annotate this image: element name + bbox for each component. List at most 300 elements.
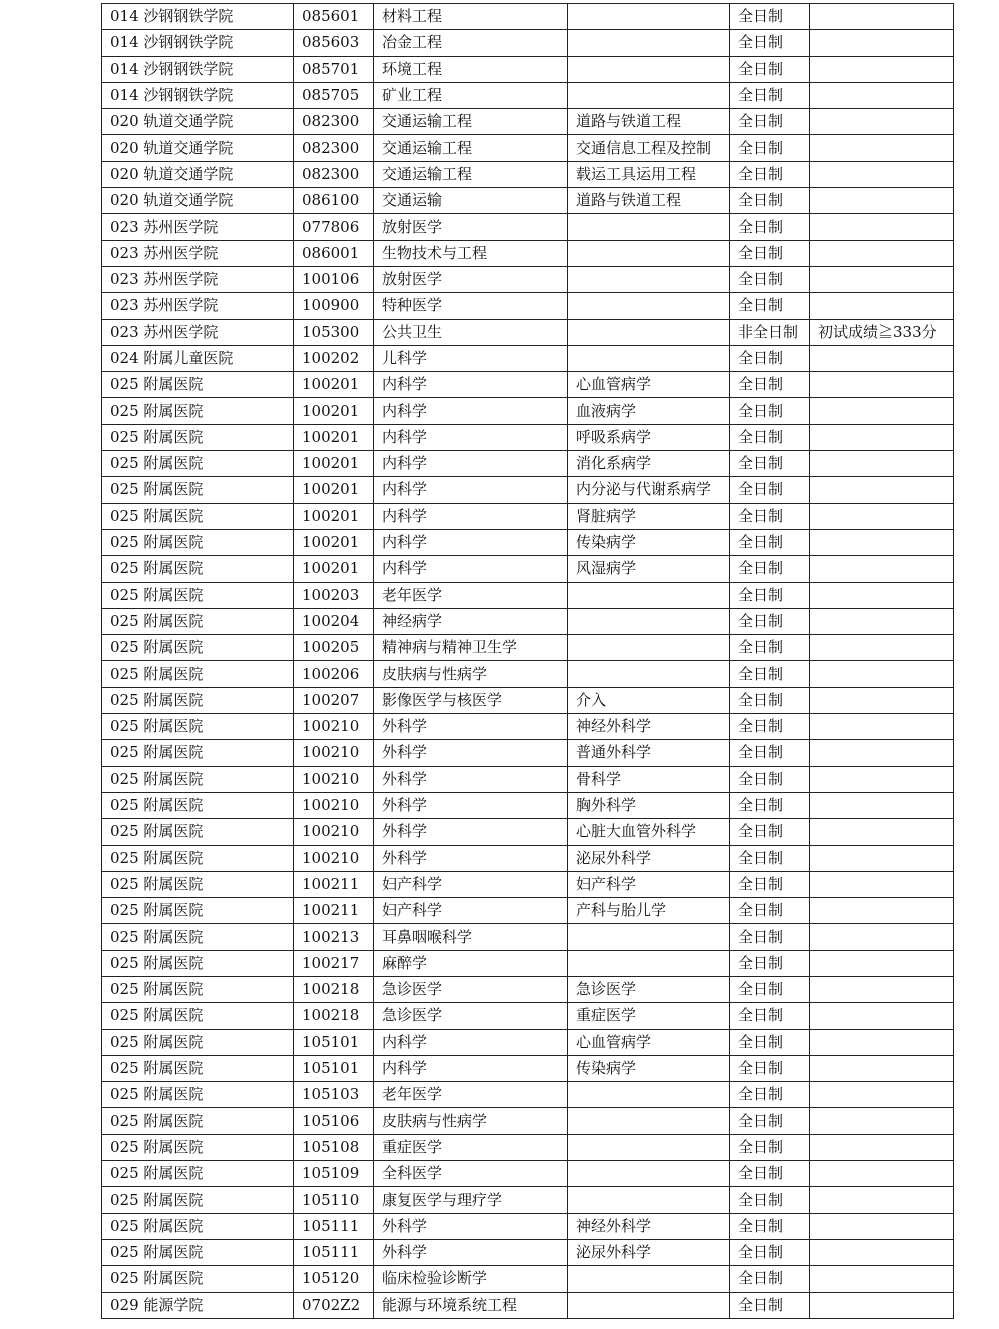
direction-cell: 普通外科学 xyxy=(568,740,730,766)
table-row xyxy=(102,976,954,1002)
major-cell: 全科医学 xyxy=(374,1161,568,1187)
study-mode-cell: 全日制 xyxy=(730,1134,810,1160)
note-cell: 初试成绩≧333分 xyxy=(810,319,954,345)
major-cell: 妇产科学 xyxy=(374,871,568,897)
study-mode-cell: 全日制 xyxy=(730,214,810,240)
study-mode-cell: 全日制 xyxy=(730,792,810,818)
table-row xyxy=(102,1266,954,1292)
direction-cell xyxy=(568,582,730,608)
code-cell: 100201 xyxy=(294,503,374,529)
major-cell: 放射医学 xyxy=(374,266,568,292)
note-cell xyxy=(810,1187,954,1213)
code-cell: 105108 xyxy=(294,1134,374,1160)
study-mode-cell: 全日制 xyxy=(730,976,810,1002)
code-cell: 077806 xyxy=(294,214,374,240)
table-row xyxy=(102,635,954,661)
direction-cell: 胸外科学 xyxy=(568,792,730,818)
table-row xyxy=(102,898,954,924)
direction-cell xyxy=(568,1266,730,1292)
study-mode-cell: 全日制 xyxy=(730,345,810,371)
table-row xyxy=(102,1134,954,1160)
admissions-table xyxy=(101,3,954,1319)
code-cell: 100210 xyxy=(294,845,374,871)
study-mode-cell: 全日制 xyxy=(730,161,810,187)
table-row xyxy=(102,319,954,345)
note-cell xyxy=(810,477,954,503)
code-cell: 100201 xyxy=(294,477,374,503)
note-cell xyxy=(810,135,954,161)
table-row xyxy=(102,871,954,897)
note-cell xyxy=(810,1161,954,1187)
table-row xyxy=(102,1239,954,1265)
note-cell xyxy=(810,1239,954,1265)
code-cell: 086100 xyxy=(294,188,374,214)
note-cell xyxy=(810,398,954,424)
college-cell: 025 附属医院 xyxy=(102,424,294,450)
note-cell xyxy=(810,188,954,214)
note-cell xyxy=(810,30,954,56)
code-cell: 100210 xyxy=(294,714,374,740)
table-row xyxy=(102,266,954,292)
major-cell: 妇产科学 xyxy=(374,898,568,924)
college-cell: 020 轨道交通学院 xyxy=(102,161,294,187)
college-cell: 025 附属医院 xyxy=(102,398,294,424)
note-cell xyxy=(810,82,954,108)
study-mode-cell: 全日制 xyxy=(730,477,810,503)
note-cell xyxy=(810,56,954,82)
table-row xyxy=(102,1029,954,1055)
study-mode-cell: 全日制 xyxy=(730,766,810,792)
study-mode-cell: 全日制 xyxy=(730,529,810,555)
direction-cell: 血液病学 xyxy=(568,398,730,424)
direction-cell xyxy=(568,1134,730,1160)
code-cell: 100201 xyxy=(294,372,374,398)
note-cell xyxy=(810,924,954,950)
direction-cell: 急诊医学 xyxy=(568,976,730,1002)
major-cell: 生物技术与工程 xyxy=(374,240,568,266)
major-cell: 材料工程 xyxy=(374,4,568,30)
table-row xyxy=(102,1003,954,1029)
major-cell: 交通运输工程 xyxy=(374,109,568,135)
table-row xyxy=(102,845,954,871)
college-cell: 025 附属医院 xyxy=(102,661,294,687)
college-cell: 025 附属医院 xyxy=(102,529,294,555)
study-mode-cell: 全日制 xyxy=(730,1266,810,1292)
code-cell: 100218 xyxy=(294,976,374,1002)
study-mode-cell: 全日制 xyxy=(730,1029,810,1055)
note-cell xyxy=(810,161,954,187)
study-mode-cell: 全日制 xyxy=(730,293,810,319)
table-row xyxy=(102,451,954,477)
major-cell: 内科学 xyxy=(374,556,568,582)
study-mode-cell: 全日制 xyxy=(730,451,810,477)
study-mode-cell: 全日制 xyxy=(730,924,810,950)
direction-cell: 传染病学 xyxy=(568,1055,730,1081)
direction-cell xyxy=(568,293,730,319)
college-cell: 014 沙钢钢铁学院 xyxy=(102,30,294,56)
note-cell xyxy=(810,1266,954,1292)
direction-cell: 载运工具运用工程 xyxy=(568,161,730,187)
major-cell: 重症医学 xyxy=(374,1134,568,1160)
direction-cell: 骨科学 xyxy=(568,766,730,792)
study-mode-cell: 全日制 xyxy=(730,898,810,924)
table-row xyxy=(102,819,954,845)
direction-cell xyxy=(568,1292,730,1318)
college-cell: 025 附属医院 xyxy=(102,898,294,924)
college-cell: 025 附属医院 xyxy=(102,635,294,661)
college-cell: 025 附属医院 xyxy=(102,819,294,845)
direction-cell: 妇产科学 xyxy=(568,871,730,897)
major-cell: 内科学 xyxy=(374,503,568,529)
study-mode-cell: 全日制 xyxy=(730,4,810,30)
table-row xyxy=(102,345,954,371)
college-cell: 025 附属医院 xyxy=(102,477,294,503)
college-cell: 023 苏州医学院 xyxy=(102,266,294,292)
table-row xyxy=(102,1108,954,1134)
code-cell: 105109 xyxy=(294,1161,374,1187)
note-cell xyxy=(810,792,954,818)
table-row xyxy=(102,477,954,503)
code-cell: 100202 xyxy=(294,345,374,371)
study-mode-cell: 全日制 xyxy=(730,1292,810,1318)
study-mode-cell: 全日制 xyxy=(730,503,810,529)
code-cell: 100210 xyxy=(294,792,374,818)
table-row xyxy=(102,1055,954,1081)
code-cell: 100203 xyxy=(294,582,374,608)
note-cell xyxy=(810,1134,954,1160)
major-cell: 内科学 xyxy=(374,424,568,450)
study-mode-cell: 全日制 xyxy=(730,740,810,766)
table-row xyxy=(102,398,954,424)
code-cell: 100201 xyxy=(294,398,374,424)
code-cell: 082300 xyxy=(294,109,374,135)
code-cell: 100213 xyxy=(294,924,374,950)
major-cell: 急诊医学 xyxy=(374,976,568,1002)
study-mode-cell: 全日制 xyxy=(730,1082,810,1108)
direction-cell xyxy=(568,1082,730,1108)
major-cell: 内科学 xyxy=(374,529,568,555)
college-cell: 025 附属医院 xyxy=(102,1055,294,1081)
note-cell xyxy=(810,503,954,529)
code-cell: 100217 xyxy=(294,950,374,976)
code-cell: 085701 xyxy=(294,56,374,82)
major-cell: 公共卫生 xyxy=(374,319,568,345)
college-cell: 023 苏州医学院 xyxy=(102,319,294,345)
study-mode-cell: 全日制 xyxy=(730,372,810,398)
study-mode-cell: 全日制 xyxy=(730,1003,810,1029)
table-row xyxy=(102,661,954,687)
note-cell xyxy=(810,871,954,897)
code-cell: 105111 xyxy=(294,1239,374,1265)
study-mode-cell: 全日制 xyxy=(730,1187,810,1213)
college-cell: 020 轨道交通学院 xyxy=(102,109,294,135)
table-row xyxy=(102,214,954,240)
code-cell: 100207 xyxy=(294,687,374,713)
table-row xyxy=(102,1213,954,1239)
direction-cell: 神经外科学 xyxy=(568,1213,730,1239)
note-cell xyxy=(810,372,954,398)
major-cell: 放射医学 xyxy=(374,214,568,240)
code-cell: 100218 xyxy=(294,1003,374,1029)
major-cell: 特种医学 xyxy=(374,293,568,319)
table-row xyxy=(102,792,954,818)
college-cell: 025 附属医院 xyxy=(102,608,294,634)
direction-cell xyxy=(568,635,730,661)
study-mode-cell: 全日制 xyxy=(730,1055,810,1081)
college-cell: 025 附属医院 xyxy=(102,792,294,818)
direction-cell xyxy=(568,950,730,976)
major-cell: 外科学 xyxy=(374,1213,568,1239)
note-cell xyxy=(810,451,954,477)
major-cell: 急诊医学 xyxy=(374,1003,568,1029)
direction-cell xyxy=(568,924,730,950)
code-cell: 100211 xyxy=(294,871,374,897)
major-cell: 外科学 xyxy=(374,819,568,845)
study-mode-cell: 全日制 xyxy=(730,1161,810,1187)
study-mode-cell: 全日制 xyxy=(730,819,810,845)
direction-cell xyxy=(568,4,730,30)
note-cell xyxy=(810,766,954,792)
table-row xyxy=(102,424,954,450)
direction-cell: 交通信息工程及控制 xyxy=(568,135,730,161)
table-row xyxy=(102,950,954,976)
college-cell: 025 附属医院 xyxy=(102,503,294,529)
study-mode-cell: 全日制 xyxy=(730,608,810,634)
code-cell: 100206 xyxy=(294,661,374,687)
college-cell: 029 能源学院 xyxy=(102,1292,294,1318)
direction-cell: 泌尿外科学 xyxy=(568,1239,730,1265)
major-cell: 内科学 xyxy=(374,398,568,424)
study-mode-cell: 全日制 xyxy=(730,424,810,450)
college-cell: 024 附属儿童医院 xyxy=(102,345,294,371)
direction-cell: 道路与铁道工程 xyxy=(568,109,730,135)
study-mode-cell: 全日制 xyxy=(730,135,810,161)
table-row xyxy=(102,188,954,214)
study-mode-cell: 全日制 xyxy=(730,661,810,687)
direction-cell: 产科与胎儿学 xyxy=(568,898,730,924)
table-row xyxy=(102,1187,954,1213)
table-row xyxy=(102,529,954,555)
note-cell xyxy=(810,293,954,319)
code-cell: 085603 xyxy=(294,30,374,56)
major-cell: 老年医学 xyxy=(374,1082,568,1108)
table-row xyxy=(102,740,954,766)
major-cell: 临床检验诊断学 xyxy=(374,1266,568,1292)
direction-cell xyxy=(568,1108,730,1134)
code-cell: 105103 xyxy=(294,1082,374,1108)
direction-cell xyxy=(568,56,730,82)
direction-cell: 介入 xyxy=(568,687,730,713)
table-row xyxy=(102,82,954,108)
note-cell xyxy=(810,950,954,976)
code-cell: 086001 xyxy=(294,240,374,266)
college-cell: 025 附属医院 xyxy=(102,766,294,792)
table-row xyxy=(102,608,954,634)
direction-cell: 神经外科学 xyxy=(568,714,730,740)
table-body xyxy=(102,4,954,1319)
direction-cell: 重症医学 xyxy=(568,1003,730,1029)
major-cell: 康复医学与理疗学 xyxy=(374,1187,568,1213)
college-cell: 023 苏州医学院 xyxy=(102,240,294,266)
study-mode-cell: 全日制 xyxy=(730,1108,810,1134)
table-row xyxy=(102,1161,954,1187)
direction-cell: 传染病学 xyxy=(568,529,730,555)
direction-cell xyxy=(568,240,730,266)
note-cell xyxy=(810,687,954,713)
code-cell: 085705 xyxy=(294,82,374,108)
college-cell: 025 附属医院 xyxy=(102,924,294,950)
direction-cell: 心血管病学 xyxy=(568,372,730,398)
major-cell: 外科学 xyxy=(374,792,568,818)
direction-cell: 心脏大血管外科学 xyxy=(568,819,730,845)
document-page xyxy=(101,3,953,1319)
college-cell: 023 苏州医学院 xyxy=(102,293,294,319)
college-cell: 025 附属医院 xyxy=(102,1003,294,1029)
note-cell xyxy=(810,4,954,30)
note-cell xyxy=(810,214,954,240)
college-cell: 025 附属医院 xyxy=(102,451,294,477)
code-cell: 100210 xyxy=(294,766,374,792)
major-cell: 内科学 xyxy=(374,477,568,503)
study-mode-cell: 全日制 xyxy=(730,188,810,214)
table-row xyxy=(102,161,954,187)
study-mode-cell: 全日制 xyxy=(730,714,810,740)
college-cell: 025 附属医院 xyxy=(102,556,294,582)
study-mode-cell: 全日制 xyxy=(730,635,810,661)
note-cell xyxy=(810,1003,954,1029)
major-cell: 交通运输 xyxy=(374,188,568,214)
direction-cell: 风湿病学 xyxy=(568,556,730,582)
direction-cell: 消化系病学 xyxy=(568,451,730,477)
note-cell xyxy=(810,1029,954,1055)
note-cell xyxy=(810,608,954,634)
direction-cell xyxy=(568,608,730,634)
major-cell: 内科学 xyxy=(374,1055,568,1081)
code-cell: 100201 xyxy=(294,451,374,477)
note-cell xyxy=(810,976,954,1002)
major-cell: 麻醉学 xyxy=(374,950,568,976)
table-row xyxy=(102,109,954,135)
code-cell: 105120 xyxy=(294,1266,374,1292)
note-cell xyxy=(810,1292,954,1318)
direction-cell: 肾脏病学 xyxy=(568,503,730,529)
table-row xyxy=(102,714,954,740)
study-mode-cell: 非全日制 xyxy=(730,319,810,345)
major-cell: 环境工程 xyxy=(374,56,568,82)
college-cell: 025 附属医院 xyxy=(102,582,294,608)
note-cell xyxy=(810,740,954,766)
table-row xyxy=(102,766,954,792)
direction-cell: 道路与铁道工程 xyxy=(568,188,730,214)
study-mode-cell: 全日制 xyxy=(730,556,810,582)
code-cell: 105110 xyxy=(294,1187,374,1213)
direction-cell xyxy=(568,30,730,56)
direction-cell: 泌尿外科学 xyxy=(568,845,730,871)
code-cell: 105106 xyxy=(294,1108,374,1134)
major-cell: 儿科学 xyxy=(374,345,568,371)
direction-cell: 心血管病学 xyxy=(568,1029,730,1055)
direction-cell: 内分泌与代谢系病学 xyxy=(568,477,730,503)
major-cell: 矿业工程 xyxy=(374,82,568,108)
note-cell xyxy=(810,1055,954,1081)
study-mode-cell: 全日制 xyxy=(730,687,810,713)
study-mode-cell: 全日制 xyxy=(730,398,810,424)
code-cell: 100201 xyxy=(294,556,374,582)
note-cell xyxy=(810,109,954,135)
table-row xyxy=(102,503,954,529)
table-row xyxy=(102,924,954,950)
college-cell: 023 苏州医学院 xyxy=(102,214,294,240)
major-cell: 内科学 xyxy=(374,372,568,398)
table-row xyxy=(102,240,954,266)
major-cell: 影像医学与核医学 xyxy=(374,687,568,713)
direction-cell xyxy=(568,82,730,108)
college-cell: 025 附属医院 xyxy=(102,1239,294,1265)
note-cell xyxy=(810,345,954,371)
direction-cell xyxy=(568,661,730,687)
code-cell: 105101 xyxy=(294,1055,374,1081)
code-cell: 085601 xyxy=(294,4,374,30)
note-cell xyxy=(810,845,954,871)
study-mode-cell: 全日制 xyxy=(730,845,810,871)
major-cell: 内科学 xyxy=(374,1029,568,1055)
major-cell: 外科学 xyxy=(374,1239,568,1265)
code-cell: 100201 xyxy=(294,529,374,555)
major-cell: 外科学 xyxy=(374,845,568,871)
note-cell xyxy=(810,1082,954,1108)
note-cell xyxy=(810,1213,954,1239)
note-cell xyxy=(810,819,954,845)
direction-cell xyxy=(568,1187,730,1213)
code-cell: 0702Z2 xyxy=(294,1292,374,1318)
study-mode-cell: 全日制 xyxy=(730,266,810,292)
note-cell xyxy=(810,635,954,661)
direction-cell xyxy=(568,214,730,240)
code-cell: 105300 xyxy=(294,319,374,345)
direction-cell xyxy=(568,266,730,292)
study-mode-cell: 全日制 xyxy=(730,30,810,56)
table-row xyxy=(102,4,954,30)
college-cell: 020 轨道交通学院 xyxy=(102,188,294,214)
table-row xyxy=(102,56,954,82)
study-mode-cell: 全日制 xyxy=(730,871,810,897)
college-cell: 025 附属医院 xyxy=(102,687,294,713)
major-cell: 交通运输工程 xyxy=(374,161,568,187)
major-cell: 皮肤病与性病学 xyxy=(374,1108,568,1134)
direction-cell: 呼吸系病学 xyxy=(568,424,730,450)
note-cell xyxy=(810,582,954,608)
direction-cell xyxy=(568,345,730,371)
major-cell: 内科学 xyxy=(374,451,568,477)
college-cell: 014 沙钢钢铁学院 xyxy=(102,56,294,82)
table-row xyxy=(102,1292,954,1318)
code-cell: 100205 xyxy=(294,635,374,661)
code-cell: 105111 xyxy=(294,1213,374,1239)
table-row xyxy=(102,372,954,398)
study-mode-cell: 全日制 xyxy=(730,582,810,608)
table-row xyxy=(102,293,954,319)
note-cell xyxy=(810,240,954,266)
major-cell: 外科学 xyxy=(374,766,568,792)
note-cell xyxy=(810,1108,954,1134)
college-cell: 025 附属医院 xyxy=(102,976,294,1002)
study-mode-cell: 全日制 xyxy=(730,1239,810,1265)
code-cell: 100201 xyxy=(294,424,374,450)
major-cell: 冶金工程 xyxy=(374,30,568,56)
table-row xyxy=(102,582,954,608)
college-cell: 025 附属医院 xyxy=(102,1161,294,1187)
major-cell: 耳鼻咽喉科学 xyxy=(374,924,568,950)
